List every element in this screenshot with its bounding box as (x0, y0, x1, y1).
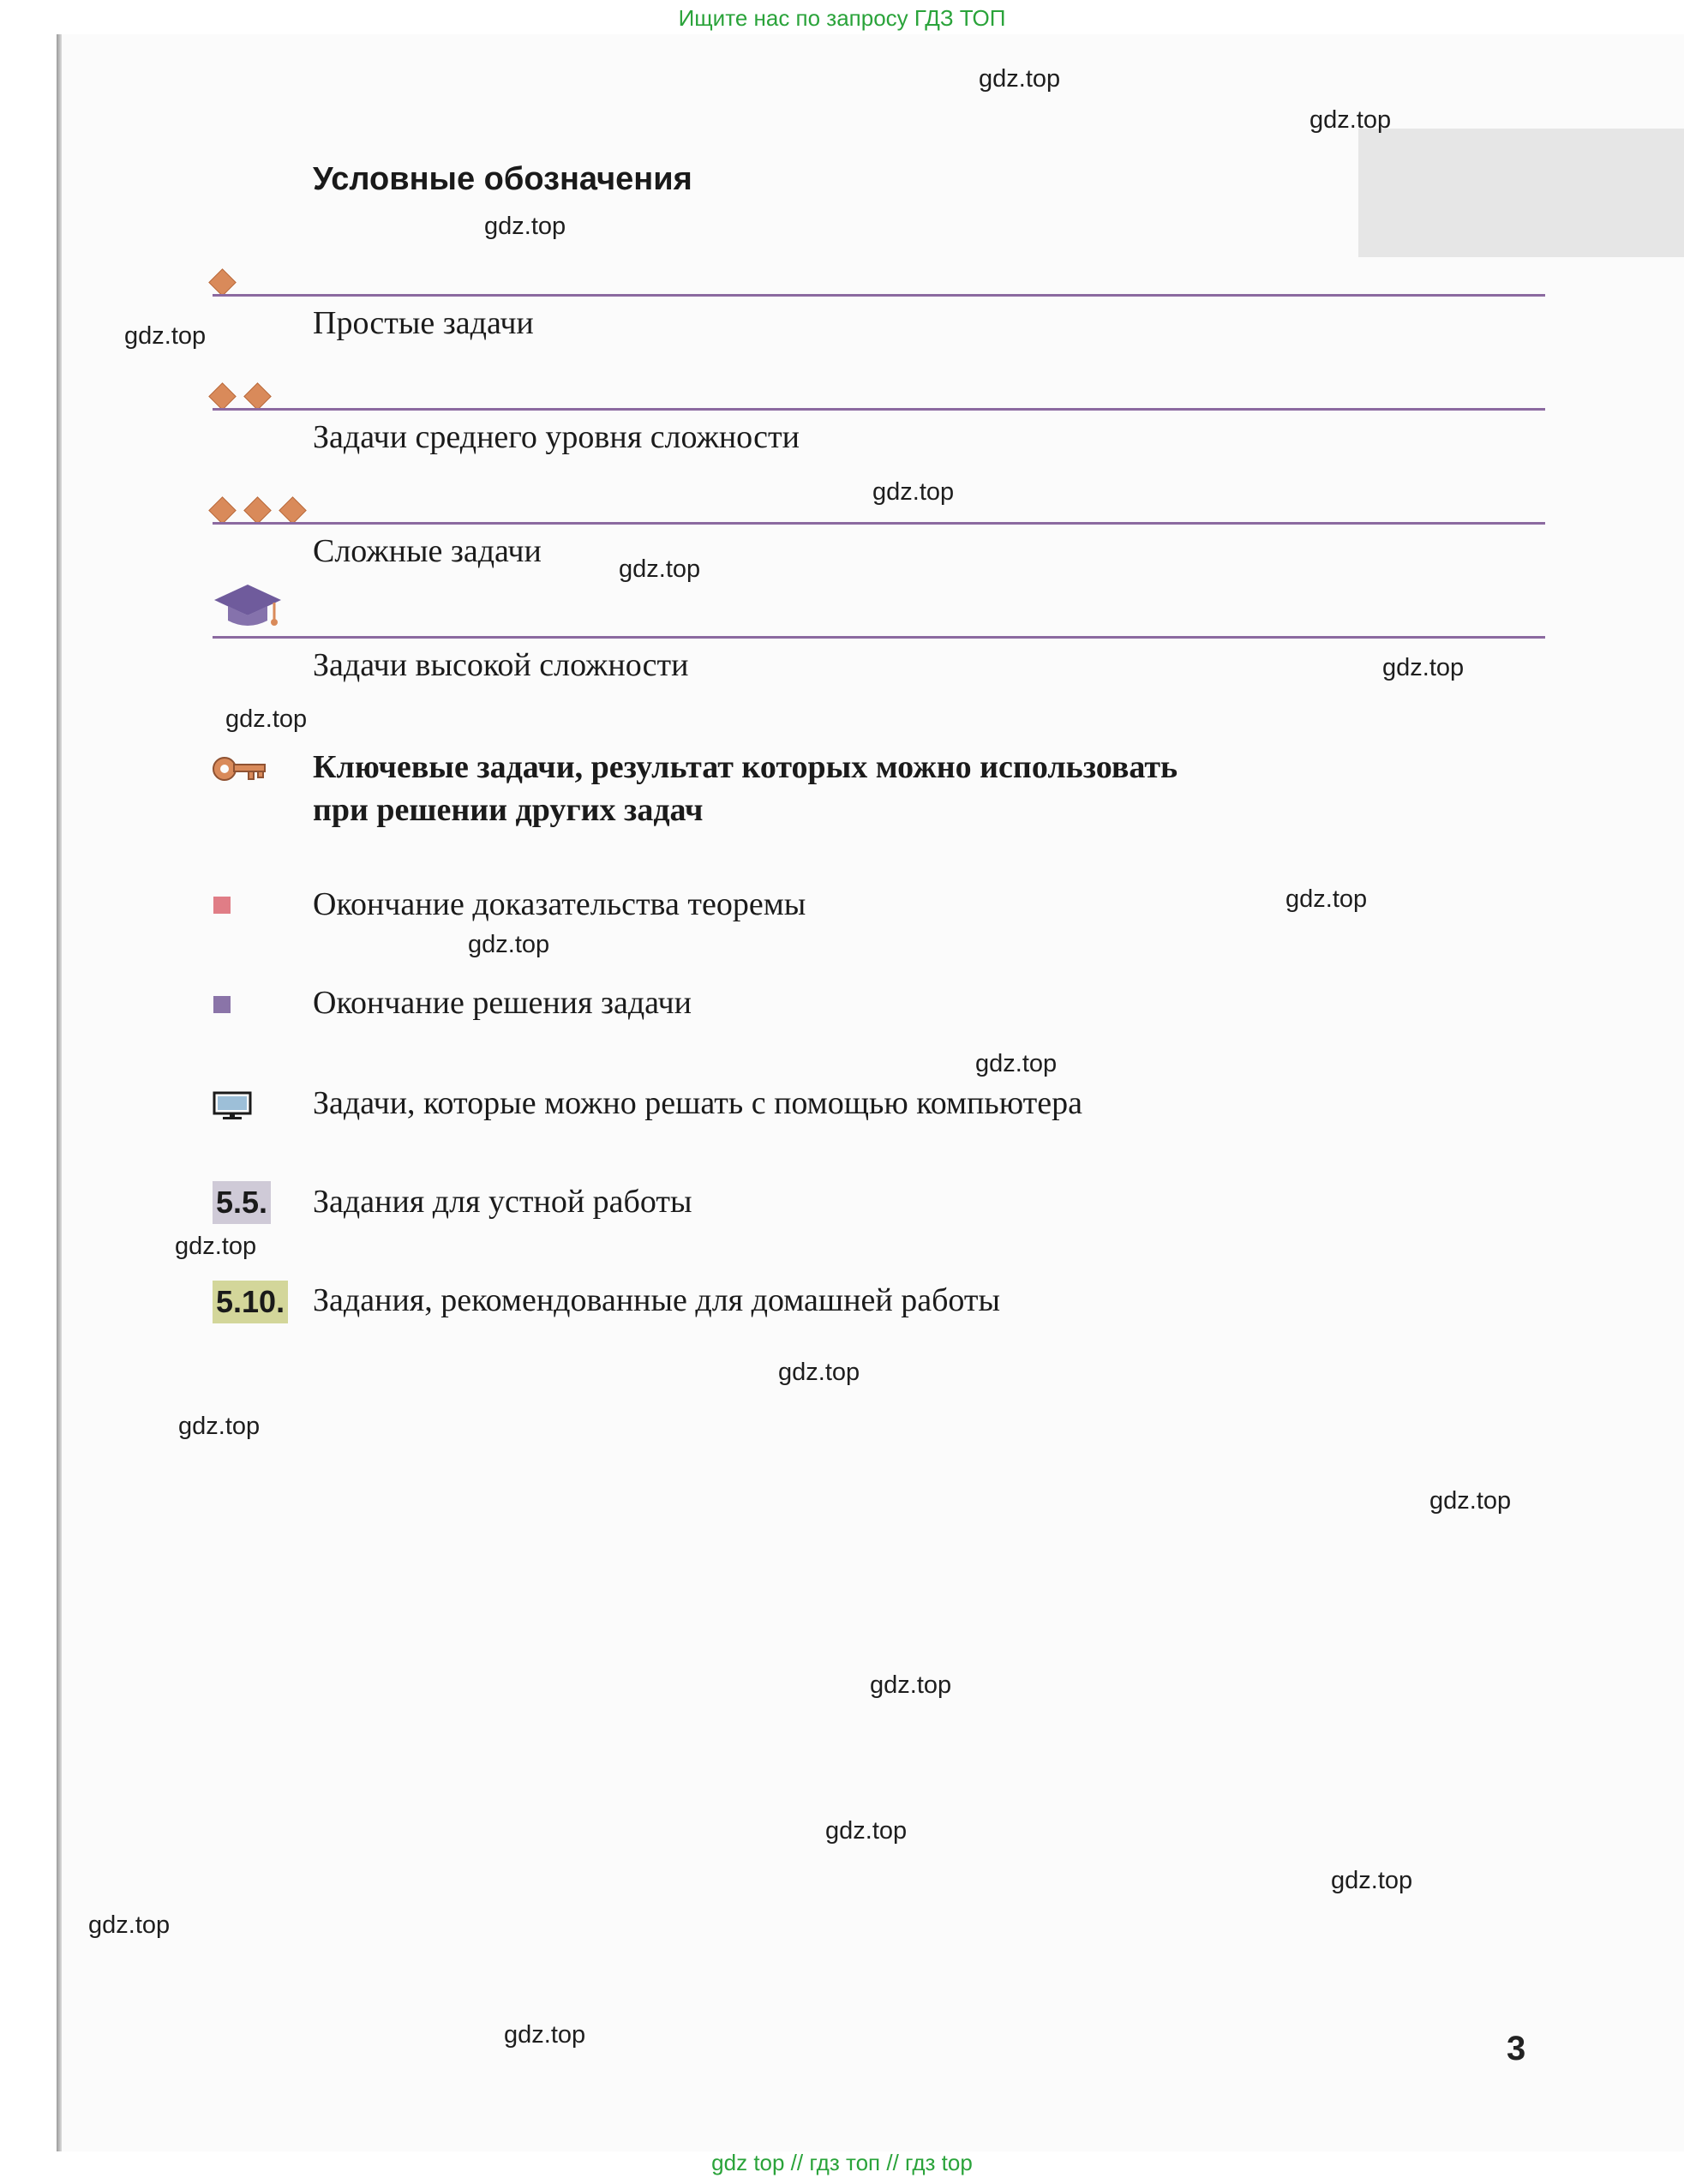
divider-line (213, 294, 1545, 297)
legend-simple-tasks: Простые задачи (313, 305, 534, 341)
legend-complex-tasks: Сложные задачи (313, 533, 542, 569)
legend-key-tasks-line2: при решении других задач (313, 792, 704, 828)
divider-line (213, 636, 1545, 639)
legend-oral-tasks: Задания для устной работы (313, 1184, 692, 1220)
watermark: gdz.top (1285, 885, 1368, 913)
diamond-icon (208, 382, 237, 411)
watermark: gdz.top (1429, 1487, 1512, 1515)
theorem-end-square-icon (213, 897, 231, 914)
footer-links[interactable]: gdz top // гдз топ // гдз top (711, 2150, 973, 2175)
oral-task-number-box: 5.5. (213, 1181, 271, 1224)
graduation-cap-icon (213, 583, 283, 631)
watermark: gdz.top (178, 1413, 261, 1440)
solution-end-square-icon (213, 996, 231, 1013)
watermark: gdz.top (484, 213, 566, 240)
watermark: gdz.top (1382, 654, 1465, 681)
watermark: gdz.top (825, 1817, 908, 1845)
one-diamond-marker (213, 273, 232, 292)
computer-icon (213, 1091, 252, 1120)
watermark: gdz.top (504, 2021, 586, 2049)
legend-homework-tasks: Задания, рекомендованные для домашней работы (313, 1282, 1001, 1318)
page-title: Условные обозначения (313, 161, 692, 197)
legend-medium-tasks: Задачи среднего уровня сложности (313, 419, 800, 455)
diamond-icon (208, 496, 237, 525)
two-diamonds-marker (213, 387, 267, 406)
page-number: 3 (1507, 2030, 1526, 2067)
top-banner[interactable]: Ищите нас по запросу ГДЗ ТОП (678, 5, 1006, 31)
homework-task-number-box: 5.10. (213, 1281, 288, 1323)
diamond-icon (279, 496, 307, 525)
diamond-icon (243, 496, 272, 525)
watermark: gdz.top (1331, 1867, 1413, 1894)
watermark: gdz.top (468, 931, 550, 958)
legend-computer-tasks: Задачи, которые можно решать с помощью компьютера (313, 1085, 1082, 1121)
diamond-icon (208, 268, 237, 297)
divider-line (213, 522, 1545, 525)
watermark: gdz.top (619, 555, 701, 583)
watermark: gdz.top (1309, 106, 1392, 134)
divider-line (213, 408, 1545, 411)
diamond-icon (243, 382, 272, 411)
book-spine-edge (57, 34, 62, 2151)
key-icon (211, 754, 267, 783)
chapter-corner-block (1358, 129, 1684, 257)
legend-solution-end: Окончание решения задачи (313, 985, 692, 1021)
watermark: gdz.top (225, 705, 308, 733)
watermark: gdz.top (175, 1233, 257, 1260)
watermark: gdz.top (124, 322, 207, 350)
watermark: gdz.top (979, 65, 1061, 93)
legend-high-complexity-tasks: Задачи высокой сложности (313, 647, 689, 683)
watermark: gdz.top (975, 1050, 1058, 1077)
watermark: gdz.top (872, 478, 955, 506)
watermark: gdz.top (88, 1911, 171, 1939)
watermark: gdz.top (870, 1671, 952, 1699)
watermark: gdz.top (778, 1359, 860, 1386)
legend-theorem-proof-end: Окончание доказательства теоремы (313, 886, 806, 922)
three-diamonds-marker (213, 501, 303, 520)
legend-key-tasks-line1: Ключевые задачи, результат которых можно использовать (313, 749, 1178, 785)
